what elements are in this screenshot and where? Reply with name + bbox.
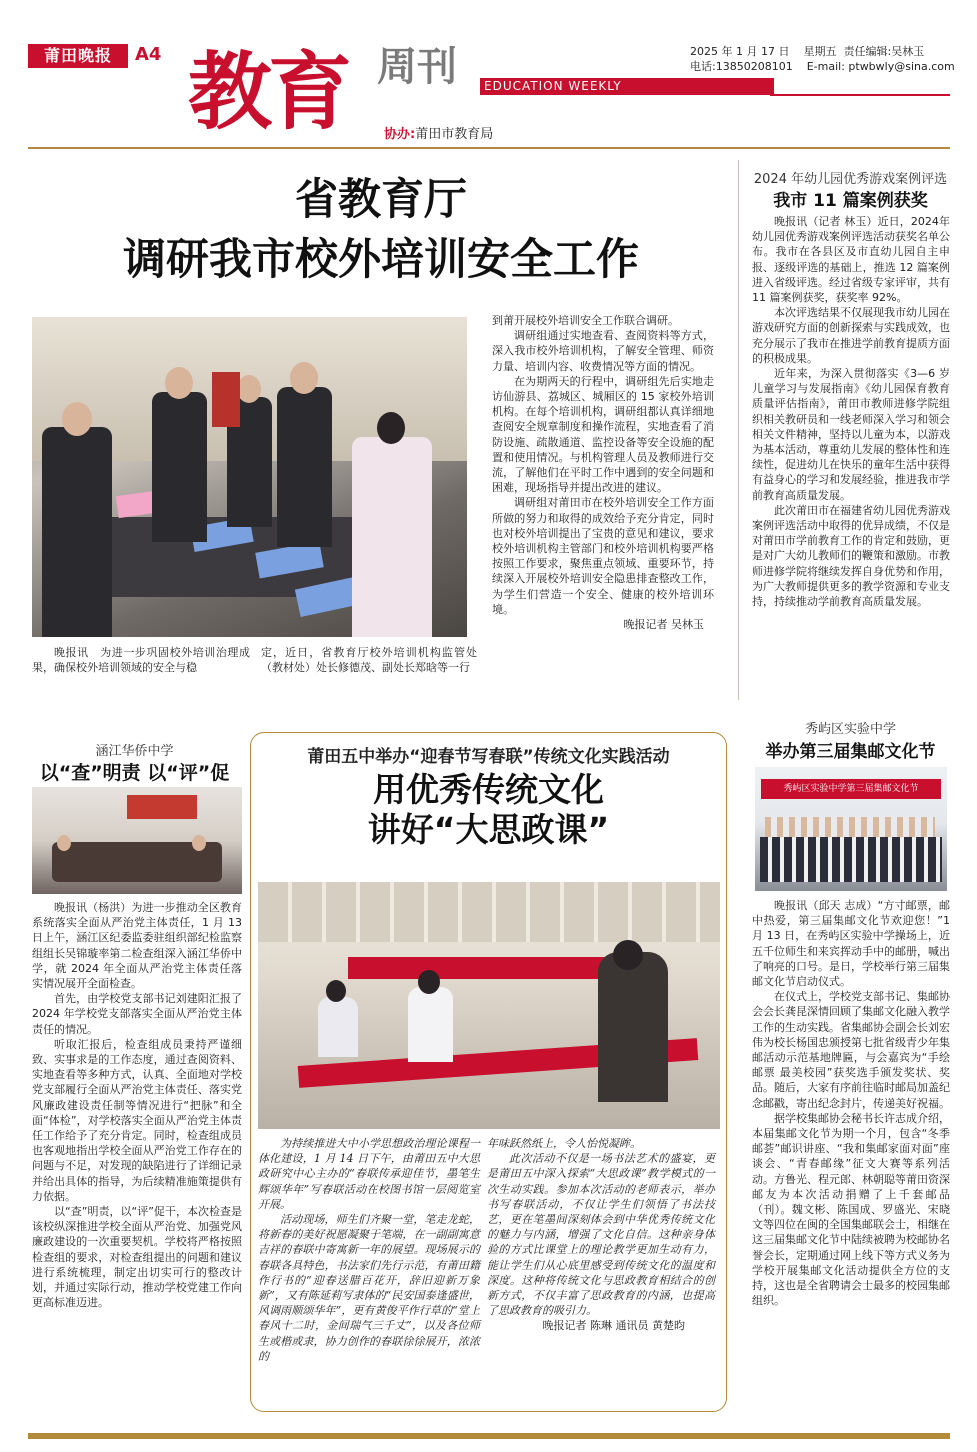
- lead-byline: 晚报记者 吴林玉: [623, 618, 704, 632]
- feature-byline: 晚报记者 陈琳 通讯员 黄楚昀: [542, 1319, 685, 1333]
- issue-weekday: 星期五: [803, 45, 837, 58]
- lead-body-left: 晚报讯 为进一步巩固校外培训治理成果，确保校外培训领域的安全与稳: [32, 646, 250, 675]
- issue-info: [690, 44, 955, 74]
- masthead-rule: [770, 94, 950, 96]
- section-weekly: 周刊: [377, 43, 457, 90]
- hanjiang-photo: [32, 787, 242, 894]
- section-english: EDUCATION WEEKLY: [480, 78, 774, 95]
- issue-date: 2025 年 1 月 17 日: [690, 45, 790, 58]
- kids-kicker: 2024 年幼儿园优秀游戏案例评选: [753, 172, 948, 187]
- hanjiang-kicker: 涵江华侨中学: [95, 744, 174, 759]
- stamp-title: 举办第三届集邮文化节: [765, 742, 936, 762]
- stamp-photo: [755, 767, 947, 891]
- lead-body-right: 到莆开展校外培训安全工作联合调研。 调研组通过实地查看、查阅资料等方式，深入我市校外培训机构，了解安全管理、师资力量、培训内容、收费情况等方面的情况。 在为期两天的行程中，调研组先后实地走访仙游县、荔城区、城厢区的 15 家校外培训机构。在每个培训机构，调研组都认真详细地查阅安全规章制度和操作流程，实地查看了消防设施、疏散通道、监控设备等安全设施的配置和使用情况。与机构管理人员及教师进行交流，了解他们在平时工作中遇到的安全问题和困难，现场指导并提出改进的建议。 调研组对莆田市在校外培训安全工作方面所做的努力和取得的成效给予充分肯定，同时也对校外培训提出了宝贵的意见和建议，要求校外培训机构主管部门和校外培训机构要严格按照工作要求，聚焦重点领域、重要环节，持续深入开展校外培训安全隐患排查整改工作，为学生们营造一个安全、健康的校外培训环境。 晚报记者 吴林玉: [492, 314, 714, 632]
- co-host: 协办:莆田市教育局: [384, 127, 494, 142]
- footer-rule: [28, 1433, 950, 1439]
- feature-kicker: 莆田五中举办“迎春节写春联”传统文化实践活动: [307, 747, 670, 767]
- lead-body-mid: 定，近日，省教育厅校外培训机构监管处（教材处）处长修德茂、副处长郑晗等一行: [261, 646, 477, 675]
- kids-body: 晚报讯（记者 林玉）近日，2024年幼儿园优秀游戏案例评选活动获奖名单公布。我市在各县区及市直幼儿园自主申报、逐级评选的基础上，推选 12 篇案例进入省级评选。经过省级专家评审，共有 11 篇案例获奖，获奖率 92%。 本次评选结果不仅展现我市幼儿园在游戏研究方面的创新探索与实践成效，也充分展示了我市在推进学前教育提质方面的积极成果。 近年来，为深入贯彻落实《3—6 岁儿童学习与发展指南》《幼儿园保育教育质量评估指南》，莆田市教师进修学院组织相关教研员和一线老师深入学习和领会相关文件精神，坚持以儿童为本，以游戏为基本活动，尊重幼儿发展的整体性和连续性，促进幼儿在快乐的童年生活中获得有益身心的学习和发展经验，推进我市学前教育高质量发展。 此次莆田市在福建省幼儿园优秀游戏案例评选活动中取得的优异成绩，不仅是对莆田市学前教育工作的肯定和鼓励，更是对广大幼儿教师们的鞭策和激励。市教师进修学院将继续发挥自身优势和作用，为广大教师提供更多的教学资源和专业支持，持续推动学前教育高质量发展。: [752, 215, 950, 609]
- hanjiang-body: 晚报讯（杨洪）为进一步推动全区教育系统落实全面从严治党主体责任，1 月 13 日上午，涵江区纪委监委驻组织部纪检监察组组长吴锦璇率第二检查组深入涵江华侨中学，就 2024 年全面从严治党主体责任落实情况展开全面检查。 首先，由学校党支部书记刘建阳汇报了 2024 年学校党支部落实全面从严治党主体责任的情况。 听取汇报后，检查组成员秉持严谨细致、实事求是的工作态度，通过查阅资料、实地查看等多种方式，认真、全面地对学校党支部履行全面从严治党主体责任、落实党风廉政建设责任制等情况进行“把脉”和全面“体检”，对学校落实全面从严治党主体责任工作给予了充分肯定。同时，检查组成员也客观地指出学校全面从严治党工作存在的问题与不足，对发现的缺陷进行了详细记录并给出具体的指导，为后续精准施策提供有力依据。 以“查”明责，以“评”促干，本次检查是该校纵深推进学校全面从严治党、加强党风廉政建设的一次重要契机。学校将严格按照检查组的要求，对检查组提出的问题和建议进行系统梳理，制定出切实可行的整改计划，并通过实际行动，推动学校党建工作向更高标准迈进。: [32, 901, 242, 1310]
- feature-photo: [258, 882, 720, 1129]
- stamp-body: 晚报讯（邱天 志成）“方寸邮票，邮中热爱，第三届集邮文化节欢迎您！”1 月 13 日，在秀屿区实验中学操场上，近五千位师生和来宾挥动手中的邮册，喊出了响亮的口号。是日，学校举行第三届集邮文化节启动仪式。 在仪式上，学校党支部书记、集邮协会会长龚昆深情回顾了集邮文化融入教学工作的生动实践。省集邮协会副会长刘宏伟为校长杨国忠颁授第七批省级青少年集邮活动示范基地牌匾，与会嘉宾为“手绘邮票 最美校园”获奖选手颁发奖状、奖品。随后，大家有序前往临时邮局加盖纪念邮戳，寄出纪念封片，传递美好祝福。 据学校集邮协会秘书长许志成介绍，本届集邮文化节为期一个月，包含“冬季邮荟”邮识讲座、“我和集邮家面对面”座谈会、“青春邮缘”征文大赛等系列活动。方鲁光、程元郎、林朝聪等莆田资深邮友为本次活动捐赠了上千套邮品（刊）。魏文彬、陈国成、罗盛光、宋晓文等四位在闽的全国集邮联会士，相继在这三届集邮文化节中陆续被聘为校邮协名誉会长，定期通过网上线下等方式义务为学校开展集邮文化活动提供全方位的支持，这也是全省聘请会士最多的校园集邮组织。: [752, 899, 950, 1308]
- email: E-mail: ptwbwly@sina.com: [806, 60, 955, 73]
- page-number: A4: [135, 44, 162, 65]
- lead-headline: 省教育厅 调研我市校外培训安全工作: [123, 175, 639, 285]
- header-rule: [28, 147, 950, 149]
- section-title: 教育: [188, 42, 349, 141]
- lead-photo: [32, 317, 467, 637]
- hanjiang-title: 以“查”明责 以“评”促: [39, 762, 230, 784]
- feature-title: 用优秀传统文化 讲好“大思政课”: [367, 770, 610, 849]
- phone: 电话:13850208101: [690, 60, 793, 73]
- feature-body-right: 年味跃然纸上，令人怡悦凝眸。 此次活动不仅是一场书法艺术的盛宴，更是莆田五中深入探索“大思政课”教学模式的一次生动实践。参加本次活动的老师表示，举办书写春联活动，不仅让学生们领悟了书法技艺，更在笔墨间深刻体会到中华优秀传统文化的魅力与内涵，增强了文化自信。这种亲身体验的方式比课堂上的理论教学更加生动有力，能让学生们从心底里感受到传统文化的温度和深度。这种将传统文化与思政教育相结合的创新方式，不仅丰富了思政教育的内涵，也提高了思政教育的吸引力。 晚报记者 陈琳 通讯员 黄楚昀: [487, 1137, 715, 1333]
- stamp-banner: 秀屿区实验中学第三届集邮文化节: [761, 779, 941, 799]
- feature-body-left: 为持续推进大中小学思想政治理论课程一体化建设，1 月 14 日下午，由莆田五中大思政研究中心主办的“春联传承迎佳节，墨笔生辉颂华年”写春联活动在校图书馆一层阅览室开展。 活动现场，师生们齐聚一堂，笔走龙蛇，将新春的美好祝愿凝聚于笔端，在一副副寓意吉祥的春联中寄寓新一年的展望。现场展示的春联各具特色，书法家们先行示范，有莆田籍作行书的“迎春送腊百花开，辞旧迎新万象新”，又有陈延莉写隶体的“民安国泰逢盛世，风调雨顺颂华年”，更有黄俊平作行草的“堂上春风十二时，金间瑞气三千丈”，以及各位师生或楷或隶，协力创作的春联徐徐展开，浓浓的: [258, 1137, 480, 1363]
- kids-title: 我市 11 篇案例获奖: [773, 191, 928, 211]
- editor: 责任编辑:吴林玉: [843, 45, 925, 58]
- paper-logo: 莆田晚报: [28, 44, 128, 68]
- column-rule: [738, 160, 739, 700]
- stamp-kicker: 秀屿区实验中学: [804, 722, 896, 737]
